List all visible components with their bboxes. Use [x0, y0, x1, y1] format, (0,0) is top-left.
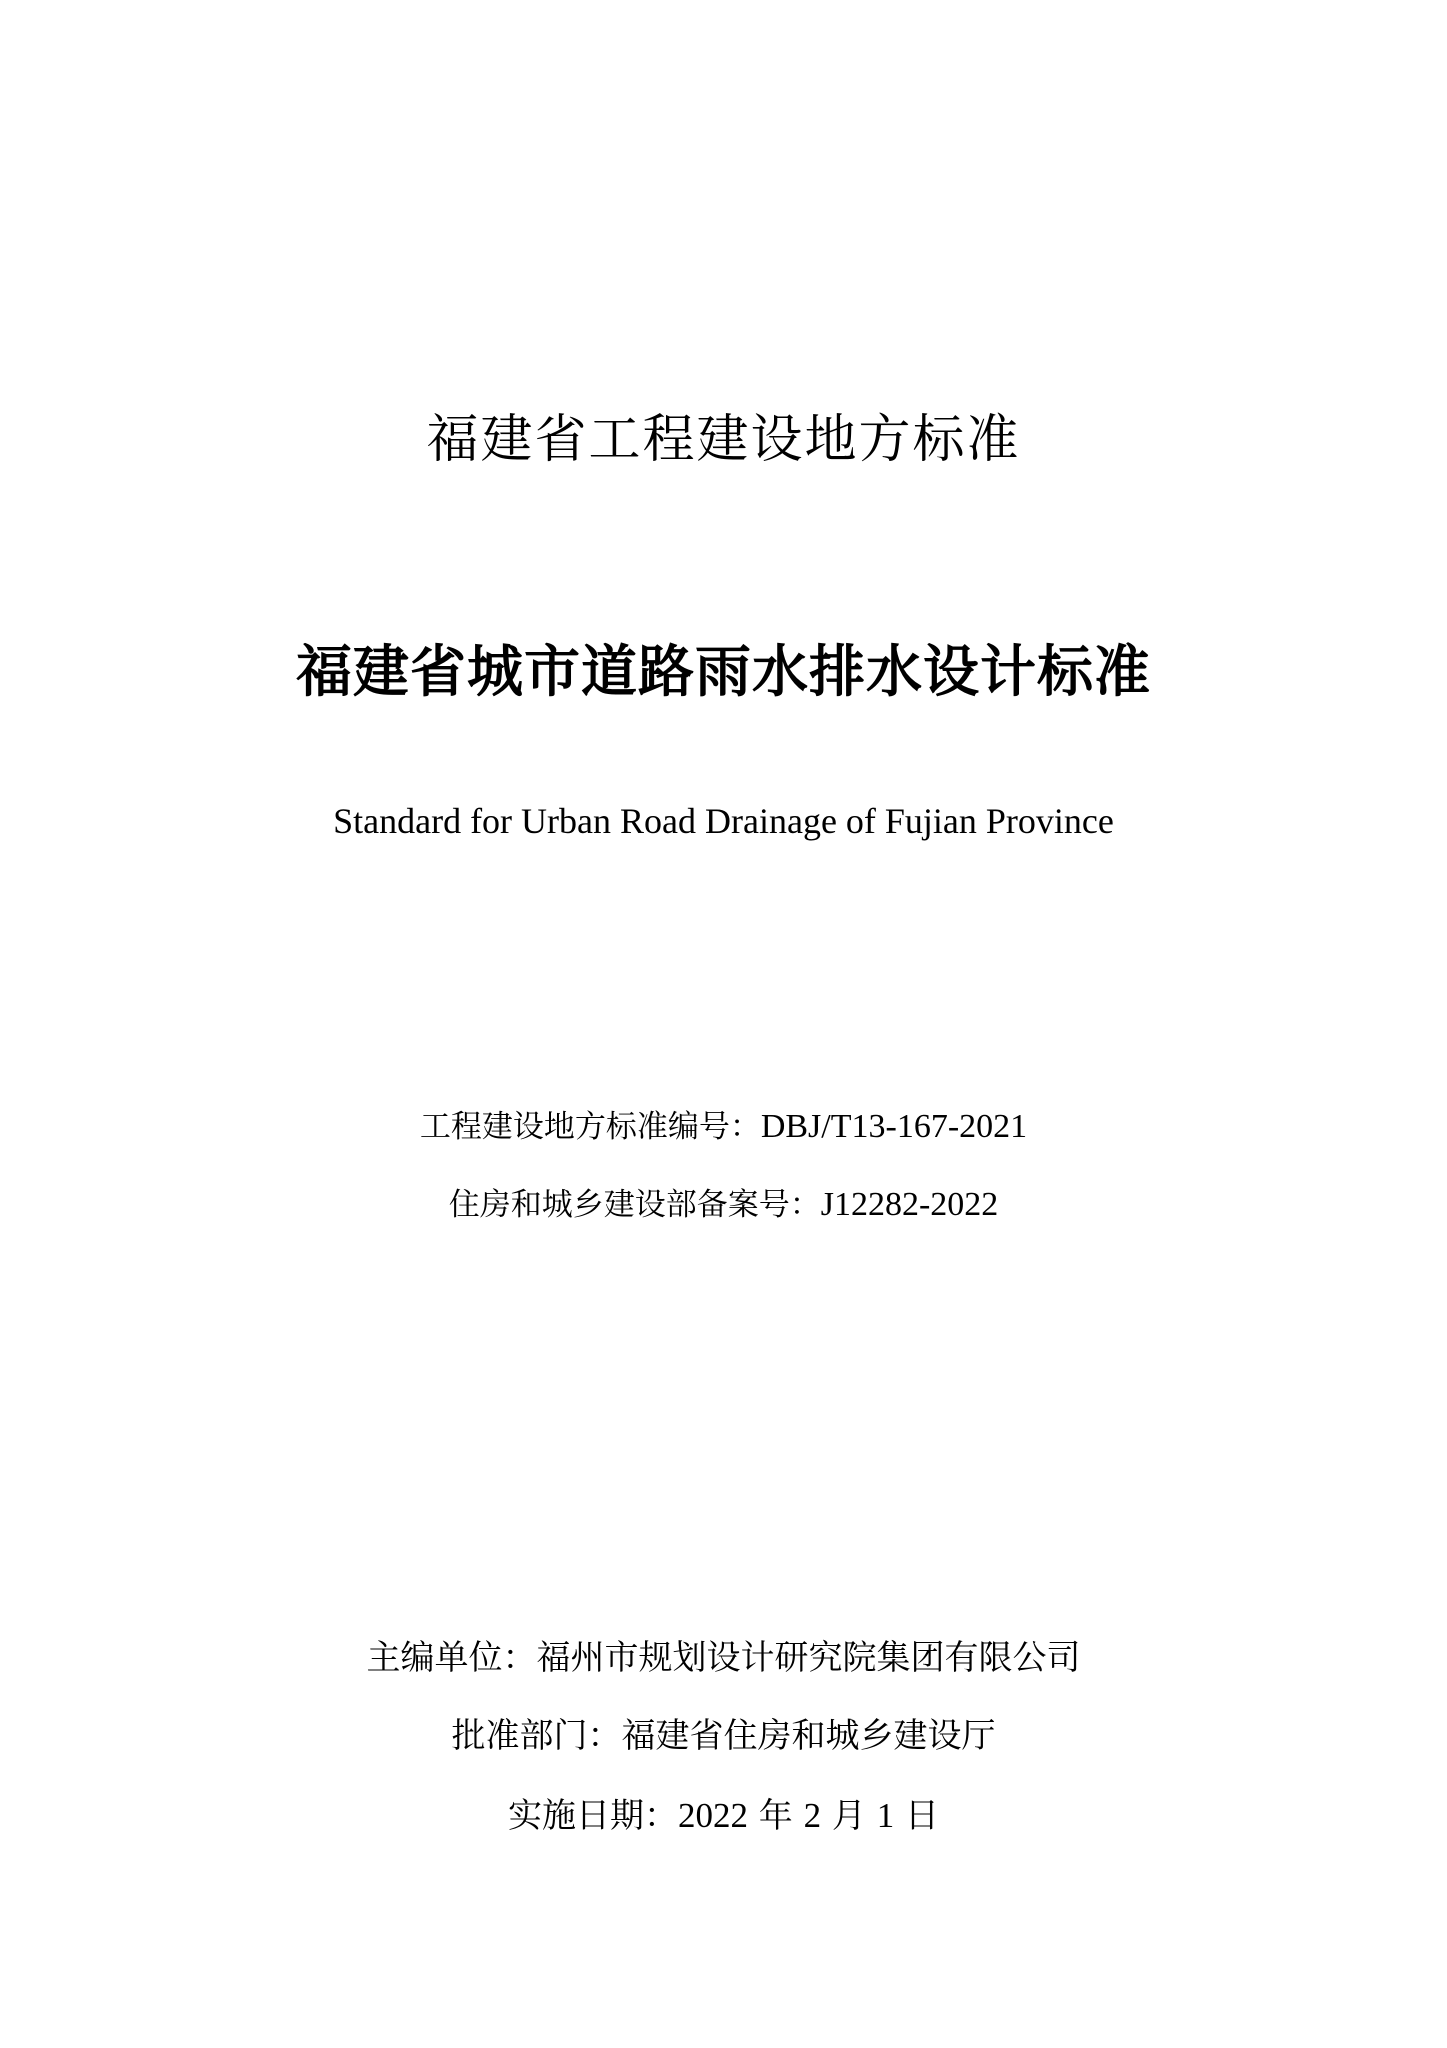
approver-value: 福建省住房和城乡建设厅 [621, 1716, 996, 1756]
main-title: 福建省城市道路雨水排水设计标准 [296, 640, 1151, 705]
filing-number-value: J12282-2022 [820, 1186, 999, 1223]
effective-date-month: 2 [803, 1796, 822, 1835]
effective-date-month-unit: 月 [821, 1796, 877, 1836]
effective-date-year-unit: 年 [747, 1796, 804, 1836]
filing-number-line [0, 1183, 1447, 1227]
standard-number-value: DBJ/T13-167-2021 [760, 1108, 1028, 1145]
effective-date-year: 2022 [677, 1796, 748, 1835]
effective-date-day: 1 [876, 1796, 895, 1835]
chief-editor-value: 福州市规划设计研究院集团有限公司 [536, 1638, 1081, 1678]
approver-line [0, 1713, 1447, 1759]
effective-date-label: 实施日期： [507, 1796, 678, 1836]
chief-editor-label: 主编单位： [366, 1638, 537, 1678]
chief-editor-line [0, 1635, 1447, 1681]
approver-label: 批准部门： [451, 1716, 622, 1756]
standard-series-title: 福建省工程建设地方标准 [426, 410, 1021, 470]
english-title: Standard for Urban Road Drainage of Fujian Province [333, 801, 1114, 841]
effective-date-line [0, 1793, 1447, 1839]
standard-number-label: 工程建设地方标准编号： [419, 1109, 761, 1145]
standard-number-line [0, 1105, 1447, 1149]
effective-date-day-unit: 日 [894, 1796, 940, 1836]
filing-number-label: 住房和城乡建设部备案号： [448, 1187, 821, 1223]
